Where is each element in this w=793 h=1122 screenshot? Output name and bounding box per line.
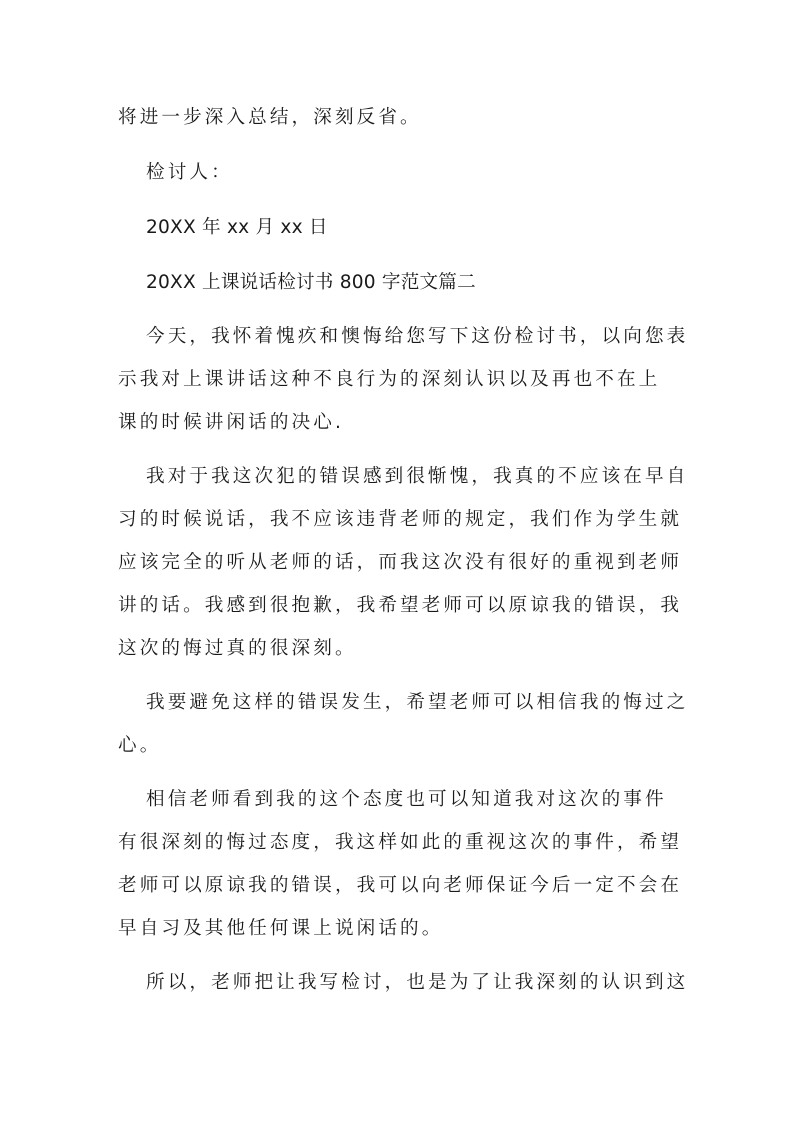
paragraph-line: 老师可以原谅我的错误，我可以向老师保证今后一定不会在 [118, 875, 683, 896]
paragraph-line: 有很深刻的悔过态度，我这样如此的重视这次的事件，希望 [118, 832, 683, 853]
paragraph-line: 今天，我怀着愧疚和懊悔给您写下这份检讨书，以向您表 [146, 326, 689, 347]
paragraph-line: 这次的悔过真的很深刻。 [118, 638, 357, 659]
paragraph-line: 早自习及其他任何课上说闲话的。 [118, 918, 444, 939]
paragraph-line: 我要避免这样的错误发生，希望老师可以相信我的悔过之 [146, 692, 689, 713]
date-line: 20XX 年 xx 月 xx 日 [146, 217, 328, 238]
paragraph-line: 课的时候讲闲话的决心. [118, 412, 344, 433]
paragraph-line: 我对于我这次犯的错误感到很惭愧，我真的不应该在早自 [146, 466, 689, 487]
paragraph-line: 心。 [118, 735, 162, 756]
paragraph-line: 讲的话。我感到很抱歉，我希望老师可以原谅我的错误，我 [118, 595, 683, 616]
paragraph-line: 将进一步深入总结，深刻反省。 [118, 107, 422, 128]
paragraph-line: 相信老师看到我的这个态度也可以知道我对这次的事件 [146, 789, 667, 810]
paragraph-line: 所以，老师把让我写检讨，也是为了让我深刻的认识到这 [146, 972, 689, 993]
section-heading: 20XX 上课说话检讨书 800 字范文篇二 [146, 272, 476, 293]
signature-label: 检讨人： [146, 162, 233, 183]
paragraph-line: 示我对上课讲话这种不良行为的深刻认识以及再也不在上 [118, 369, 661, 390]
paragraph-line: 应该完全的听从老师的话，而我这次没有很好的重视到老师 [118, 552, 683, 573]
paragraph-line: 习的时候说话，我不应该违背老师的规定，我们作为学生就 [118, 509, 683, 530]
